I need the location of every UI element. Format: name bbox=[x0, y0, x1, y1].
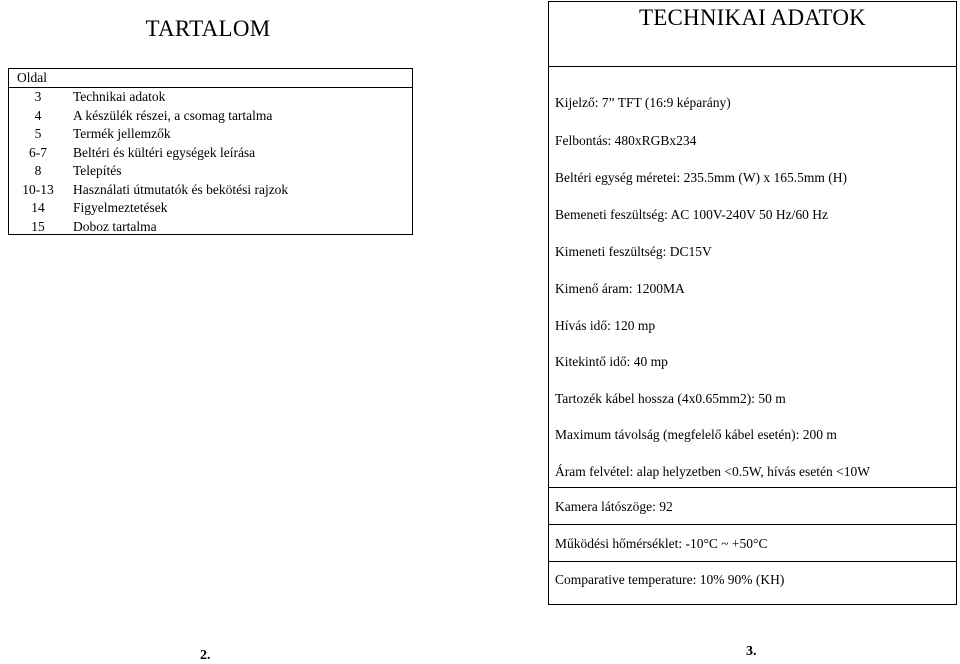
toc-row bbox=[9, 88, 412, 107]
specs-table bbox=[548, 67, 957, 605]
toc-row bbox=[9, 199, 412, 218]
toc-page-number: 4 bbox=[34, 107, 42, 123]
spec-item: Comparative temperature: 10% 90% (KH) bbox=[555, 572, 785, 587]
spec-item: Bemeneti feszültség: AC 100V-240V 50 Hz/60 Hz bbox=[555, 207, 828, 222]
toc-entry-text: Doboz tartalma bbox=[73, 218, 157, 234]
toc-row bbox=[9, 107, 412, 126]
spec-item: Kimenő áram: 1200MA bbox=[555, 281, 685, 296]
spec-row-divider bbox=[549, 524, 956, 525]
toc-page-number: 6-7 bbox=[29, 144, 47, 160]
toc-page-number: 3 bbox=[34, 89, 42, 104]
specs-header-box bbox=[548, 1, 957, 67]
toc-entry-text: Használati útmutatók és bekötési rajzok bbox=[73, 181, 289, 197]
toc-page-number: 15 bbox=[31, 218, 45, 234]
spec-row-divider bbox=[549, 487, 956, 488]
toc-page-number: 5 bbox=[34, 126, 42, 141]
spec-item: Tartozék kábel hossza (4x0.65mm2): 50 m bbox=[555, 391, 786, 406]
toc-entry-text: Termék jellemzők bbox=[73, 126, 171, 141]
spec-item: Kamera látószöge: 92 bbox=[555, 499, 673, 514]
toc-entry-text: Figyelmeztetések bbox=[73, 200, 168, 215]
spec-item: Működési hőmérséklet: -10°C ~ +50°C bbox=[555, 536, 768, 551]
toc-row bbox=[9, 125, 412, 144]
spec-item: Beltéri egység méretei: 235.5mm (W) x 165.5mm (H) bbox=[555, 170, 848, 185]
toc-entry-text: Beltéri és kültéri egységek leírása bbox=[73, 144, 256, 160]
toc-table bbox=[8, 68, 413, 235]
toc-page-number: 14 bbox=[31, 200, 45, 215]
spec-item: Áram felvétel: alap helyzetben <0.5W, hívás esetén <10W bbox=[555, 464, 870, 479]
toc-row bbox=[9, 218, 412, 237]
toc-header: Oldal bbox=[9, 69, 412, 88]
toc-row bbox=[9, 162, 412, 181]
specs-title: TECHNIKAI ADATOK bbox=[638, 5, 866, 30]
right-page-number: 3. bbox=[746, 644, 757, 659]
spec-item: Kijelző: 7” TFT (16:9 képarány) bbox=[555, 95, 731, 110]
toc-entry-text: A készülék részei, a csomag tartalma bbox=[73, 107, 273, 123]
toc-row bbox=[9, 181, 412, 200]
toc-entry-text: Telepítés bbox=[73, 163, 122, 178]
toc-row bbox=[9, 144, 412, 163]
spec-row-divider bbox=[549, 561, 956, 562]
left-page-number: 2. bbox=[200, 648, 211, 663]
spec-item: Kimeneti feszültség: DC15V bbox=[555, 244, 712, 259]
toc-page-number: 8 bbox=[34, 163, 42, 178]
spec-item: Kitekintő idő: 40 mp bbox=[555, 354, 668, 369]
spec-item: Maximum távolság (megfelelő kábel esetén): 200 m bbox=[555, 427, 837, 442]
spec-item: Hívás idő: 120 mp bbox=[555, 318, 656, 333]
toc-entry-text: Technikai adatok bbox=[73, 89, 166, 104]
toc-page-number: 10-13 bbox=[22, 181, 54, 197]
spec-item: Felbontás: 480xRGBx234 bbox=[555, 133, 697, 148]
contents-title: TARTALOM bbox=[145, 16, 271, 41]
